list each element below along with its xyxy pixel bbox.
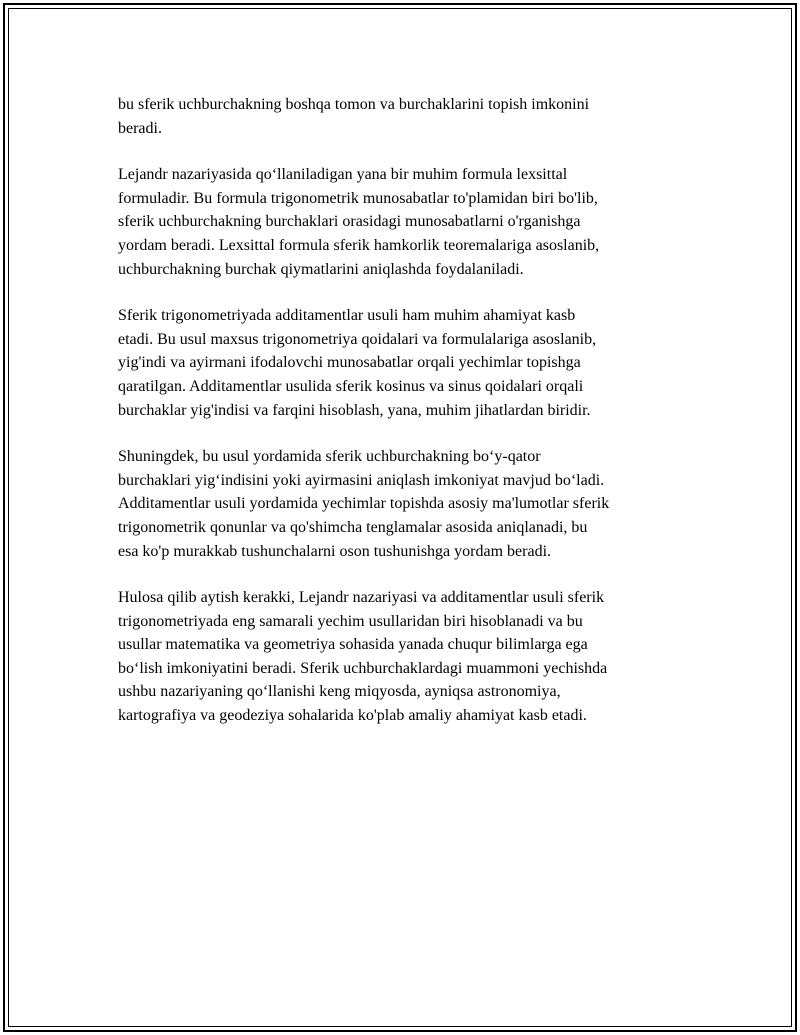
text-line: beradi.: [118, 119, 162, 137]
text-line: ushbu nazariyaning qo‘llanishi keng miqyosda, ayniqsa astronomiya,: [118, 683, 561, 701]
text-line: Shuningdek, bu usul yordamida sferik uchburchakning bo‘y-qator: [118, 448, 541, 466]
text-line: usullar matematika va geometriya sohasida yanada chuqur bilimlarga ega: [118, 636, 588, 654]
text-line: trigonometrik qonunlar va qo'shimcha tenglamalar asosida aniqlanadi, bu: [118, 518, 588, 536]
paragraph-5: [118, 586, 690, 728]
text-line: uchburchakning burchak qiymatlarini aniqlashda foydalaniladi.: [118, 260, 524, 278]
text-line: formuladir. Bu formula trigonometrik munosabatlar to'plamidan biri bo'lib,: [118, 189, 598, 207]
text-line: burchaklari yig‘indisini yoki ayirmasini aniqlash imkoniyat mavjud bo‘ladi.: [118, 471, 605, 489]
text-line: bo‘lish imkoniyatini beradi. Sferik uchburchaklardagi muammoni yechishda: [118, 659, 608, 677]
text-line: Hulosa qilib aytish kerakki, Lejandr nazariyasi va additamentlar usuli sferik: [118, 589, 605, 607]
paragraph-1: [118, 93, 690, 140]
text-line: bu sferik uchburchakning boshqa tomon va burchaklarini topish imkonini: [118, 96, 590, 113]
text-line: Sferik trigonometriyada additamentlar usuli ham muhim ahamiyat kasb: [118, 307, 576, 325]
text-line: kartografiya va geodeziya sohalarida ko'plab amaliy ahamiyat kasb etadi.: [118, 707, 587, 725]
text-line: yig'indi va ayirmani ifodalovchi munosabatlar orqali yechimlar topishga: [118, 354, 581, 372]
paragraph-2: [118, 163, 690, 281]
text-line: trigonometriyada eng samarali yechim usullaridan biri hisoblanadi va bu: [118, 612, 583, 630]
text-line: burchaklar yig'indisi va farqini hisoblash, yana, muhim jihatlardan biridir.: [118, 401, 591, 419]
paragraph-4: [118, 445, 690, 563]
text-line: qaratilgan. Additamentlar usulida sferik kosinus va sinus qoidalari orqali: [118, 377, 584, 395]
text-line: esa ko'p murakkab tushunchalarni oson tushunishga yordam beradi.: [118, 542, 552, 560]
text-line: Lejandr nazariyasida qo‘llaniladigan yana bir muhim formula lexsittal: [118, 166, 568, 184]
text-line: Additamentlar usuli yordamida yechimlar topishda asosiy ma'lumotlar sferik: [118, 495, 610, 513]
text-line: yordam beradi. Lexsittal formula sferik hamkorlik teoremalariga asoslanib,: [118, 236, 600, 254]
document-body: [118, 93, 690, 751]
paragraph-3: [118, 304, 690, 422]
text-line: sferik uchburchakning burchaklari orasidagi munosabatlarni o'rganishga: [118, 213, 581, 231]
text-line: etadi. Bu usul maxsus trigonometriya qoidalari va formulalariga asoslanib,: [118, 330, 597, 348]
